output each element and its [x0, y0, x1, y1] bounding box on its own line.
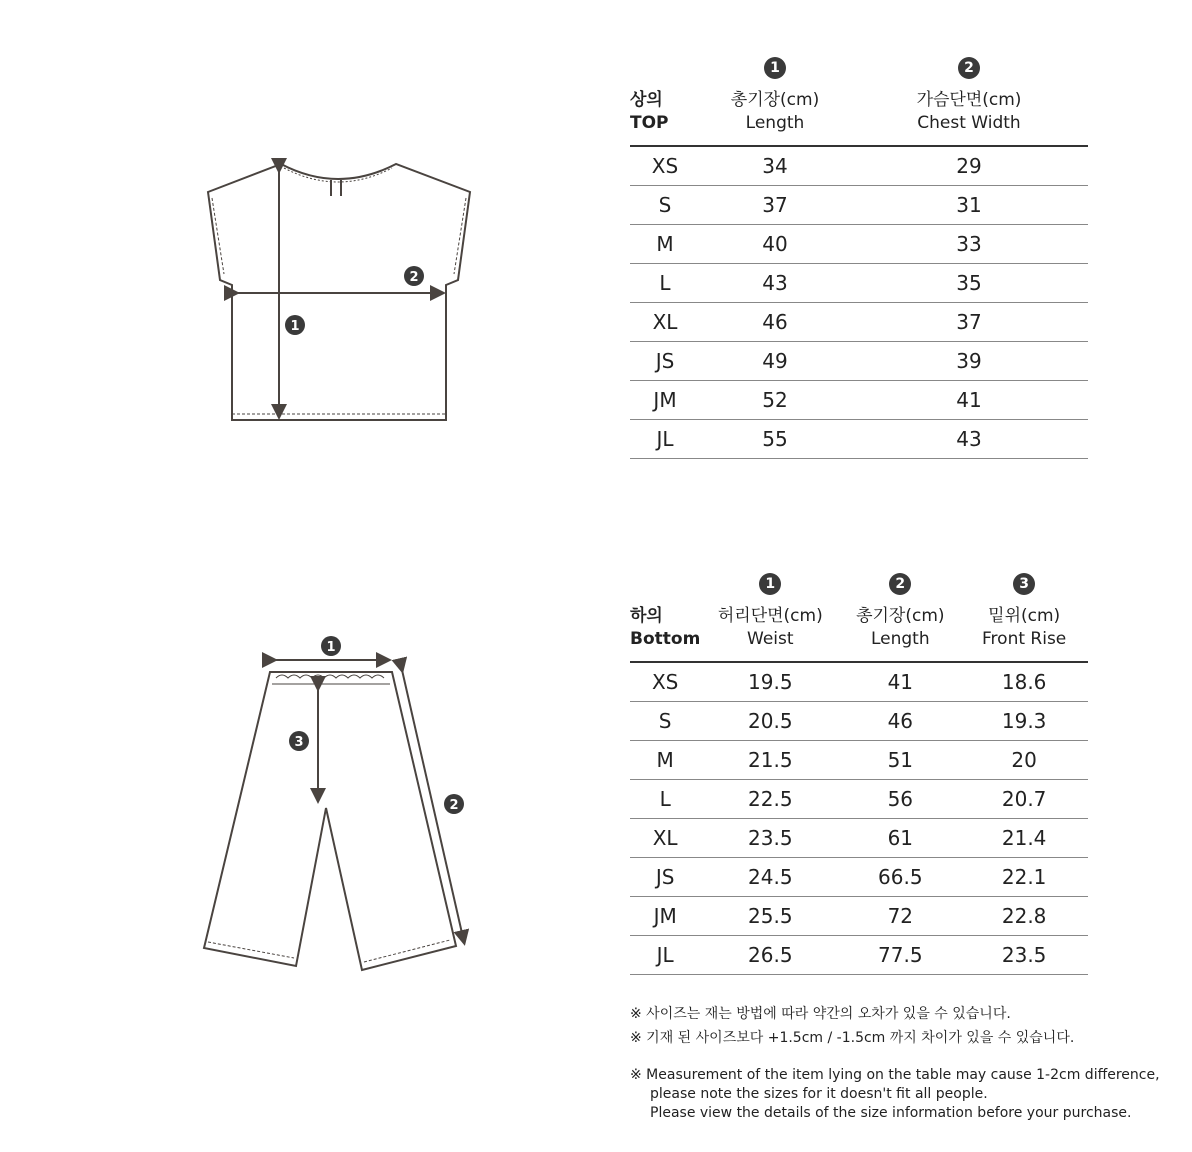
size-value: 20: [960, 741, 1088, 780]
size-value: 37: [700, 186, 850, 225]
top-category-en: TOP: [630, 113, 669, 133]
table-row: [630, 186, 1088, 225]
size-value: 61: [840, 819, 960, 858]
bottom-col-rise: [960, 572, 1088, 662]
note-en: [630, 1066, 1170, 1123]
table-row: [630, 264, 1088, 303]
size-value: 55: [700, 420, 850, 459]
col-label-ko: 총기장(cm): [730, 90, 820, 110]
col-label-ko: 허리단면(cm): [717, 606, 823, 626]
size-value: 43: [850, 420, 1088, 459]
size-label: M: [630, 741, 700, 780]
size-value: 34: [700, 146, 850, 186]
size-label: JL: [630, 420, 700, 459]
top-category-header: [630, 56, 700, 146]
size-value: 56: [840, 780, 960, 819]
marker-1-icon: 1: [759, 573, 781, 595]
top-category-ko: 상의: [630, 90, 663, 110]
table-row: [630, 936, 1088, 975]
bottom-size-table: [630, 572, 1088, 975]
size-value: 41: [840, 662, 960, 702]
size-label: JM: [630, 897, 700, 936]
bottom-category-ko: 하의: [630, 606, 663, 626]
size-value: 37: [850, 303, 1088, 342]
size-value: 72: [840, 897, 960, 936]
size-value: 23.5: [700, 819, 840, 858]
size-value: 25.5: [700, 897, 840, 936]
size-value: 35: [850, 264, 1088, 303]
col-label-en: Weist: [747, 629, 794, 649]
bottom-marker-2: [444, 794, 464, 814]
bottom-category-en: Bottom: [630, 629, 701, 649]
table-row: [630, 662, 1088, 702]
size-label: S: [630, 702, 700, 741]
col-label-en: Front Rise: [982, 629, 1067, 649]
size-label: JS: [630, 342, 700, 381]
top-marker-2: [404, 266, 424, 286]
size-value: 29: [850, 146, 1088, 186]
note-ko-1: ※ 사이즈는 재는 방법에 따라 약간의 오차가 있을 수 있습니다.: [630, 1006, 1011, 1022]
svg-text:3: 3: [294, 735, 304, 750]
size-value: 43: [700, 264, 850, 303]
marker-1-icon: 1: [764, 57, 786, 79]
bottom-table-header: [630, 572, 1088, 662]
size-value: 39: [850, 342, 1088, 381]
size-value: 26.5: [700, 936, 840, 975]
size-value: 21.5: [700, 741, 840, 780]
note-en-1: ※ Measurement of the item lying on the table may cause 1-2cm difference,: [630, 1067, 1160, 1083]
marker-3-icon: 3: [1013, 573, 1035, 595]
size-value: 22.8: [960, 897, 1088, 936]
col-label-en: Length: [745, 113, 805, 133]
size-value: 46: [700, 303, 850, 342]
size-value: 52: [700, 381, 850, 420]
size-value: 40: [700, 225, 850, 264]
table-row: [630, 420, 1088, 459]
size-label: JL: [630, 936, 700, 975]
col-label-ko: 총기장(cm): [856, 606, 945, 626]
size-label: XL: [630, 819, 700, 858]
bottom-category-header: [630, 572, 700, 662]
size-value: 77.5: [840, 936, 960, 975]
size-value: 31: [850, 186, 1088, 225]
pants-outline: [204, 672, 459, 970]
table-row: [630, 146, 1088, 186]
size-label: XL: [630, 303, 700, 342]
size-value: 19.3: [960, 702, 1088, 741]
table-row: [630, 225, 1088, 264]
bottom-col-length: [840, 572, 960, 662]
note-en-2: please note the sizes for it doesn't fit all people.: [650, 1086, 988, 1102]
table-row: [630, 897, 1088, 936]
col-label-ko: 밑위(cm): [988, 606, 1061, 626]
table-row: [630, 741, 1088, 780]
size-label: XS: [630, 662, 700, 702]
size-label: XS: [630, 146, 700, 186]
size-value: 20.5: [700, 702, 840, 741]
note-en-3: Please view the details of the size information before your purchase.: [650, 1105, 1132, 1121]
size-label: L: [630, 780, 700, 819]
size-value: 18.6: [960, 662, 1088, 702]
svg-text:2: 2: [409, 270, 419, 285]
size-value: 33: [850, 225, 1088, 264]
size-value: 22.1: [960, 858, 1088, 897]
size-value: 49: [700, 342, 850, 381]
size-value: 51: [840, 741, 960, 780]
table-row: [630, 819, 1088, 858]
top-col-length: [700, 56, 850, 146]
size-value: 41: [850, 381, 1088, 420]
bottom-marker-3: [289, 731, 309, 751]
table-row: [630, 702, 1088, 741]
col-label-ko: 가슴단면(cm): [916, 90, 1022, 110]
size-label: M: [630, 225, 700, 264]
col-label-en: Chest Width: [917, 113, 1021, 133]
top-size-table: [630, 56, 1088, 459]
size-label: S: [630, 186, 700, 225]
table-row: [630, 858, 1088, 897]
svg-text:1: 1: [290, 319, 300, 334]
bottom-col-waist: [700, 572, 840, 662]
bottom-marker-1: [321, 636, 341, 656]
table-row: [630, 381, 1088, 420]
size-value: 19.5: [700, 662, 840, 702]
table-row: [630, 780, 1088, 819]
size-notes: [630, 1002, 1170, 1123]
size-value: 66.5: [840, 858, 960, 897]
table-row: [630, 303, 1088, 342]
size-value: 21.4: [960, 819, 1088, 858]
marker-2-icon: 2: [958, 57, 980, 79]
top-table-header: [630, 56, 1088, 146]
size-value: 46: [840, 702, 960, 741]
size-value: 24.5: [700, 858, 840, 897]
size-label: JM: [630, 381, 700, 420]
size-value: 22.5: [700, 780, 840, 819]
marker-2-icon: 2: [889, 573, 911, 595]
svg-text:2: 2: [449, 798, 459, 813]
svg-text:1: 1: [326, 640, 336, 655]
bottom-garment-illustration: [196, 628, 486, 978]
size-label: JS: [630, 858, 700, 897]
top-col-chest: [850, 56, 1088, 146]
size-label: L: [630, 264, 700, 303]
col-label-en: Length: [870, 629, 930, 649]
top-marker-1: [285, 315, 305, 335]
table-row: [630, 342, 1088, 381]
note-ko-2: ※ 기재 된 사이즈보다 +1.5cm / -1.5cm 까지 차이가 있을 수 있습니다.: [630, 1030, 1075, 1046]
top-garment-illustration: [196, 152, 486, 432]
size-value: 20.7: [960, 780, 1088, 819]
size-value: 23.5: [960, 936, 1088, 975]
